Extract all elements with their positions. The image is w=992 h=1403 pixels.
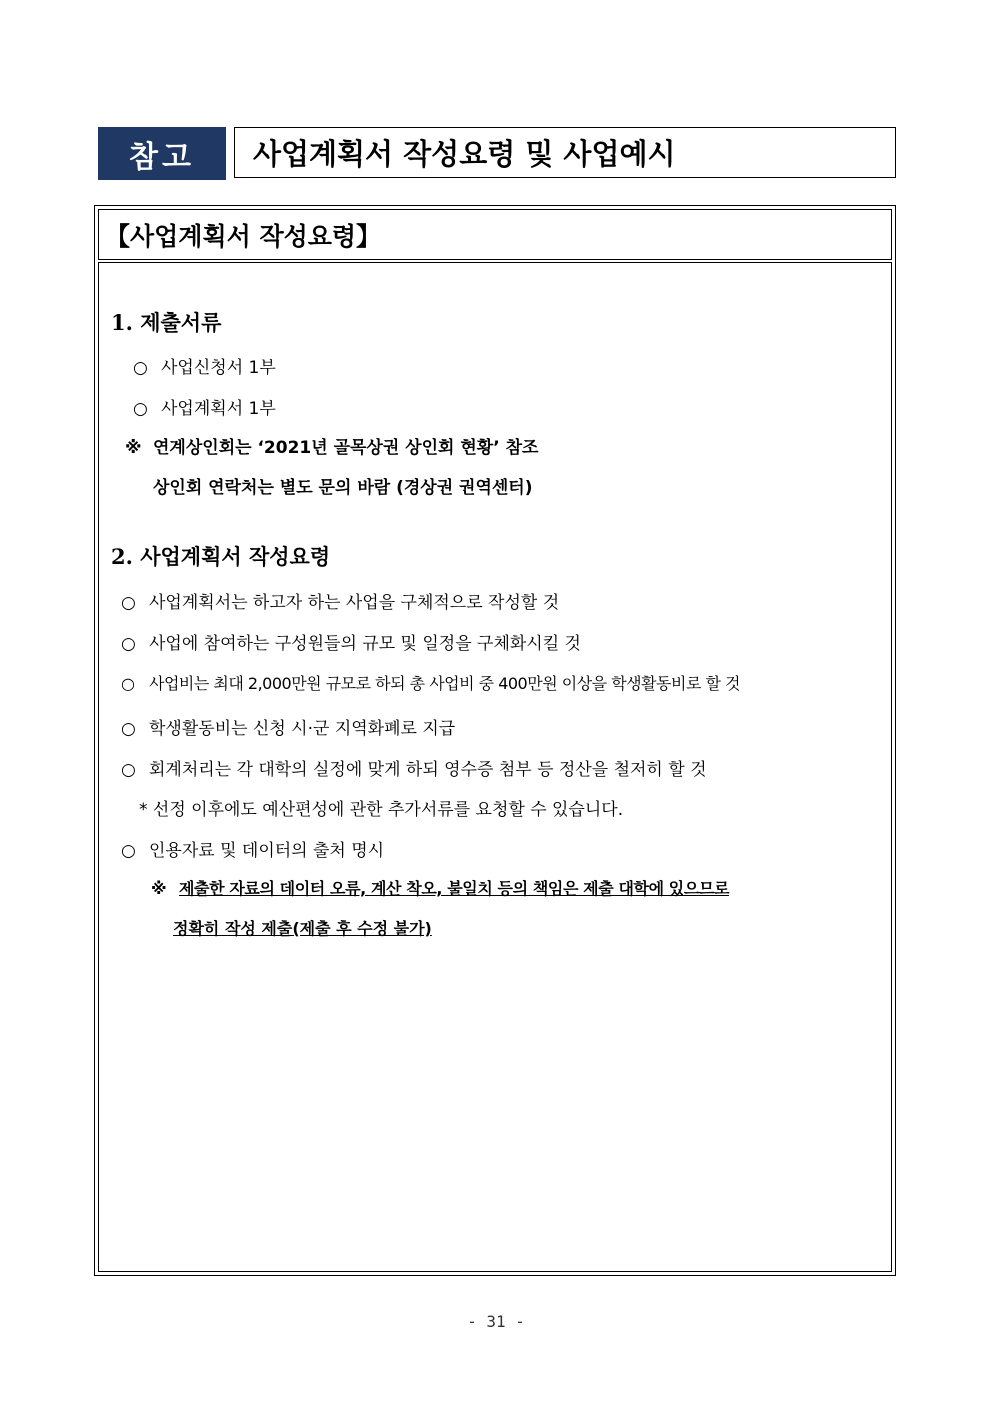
part1-item	[133, 353, 276, 378]
part2-item	[121, 629, 581, 654]
header-badge	[98, 127, 226, 180]
part2-warning-line2: 정확히 작성 제출(제출 후 수정 불가)	[173, 919, 432, 938]
circle-bullet-icon: ○	[133, 358, 148, 378]
reference-mark-icon: ※	[125, 438, 142, 458]
section-title: 【사업계획서 작성요령】	[105, 221, 382, 251]
part2-item-text: 인용자료 및 데이터의 출처 명시	[149, 841, 385, 861]
part2-subnote: * 선정 이후에도 예산편성에 관한 추가서류를 요청할 수 있습니다.	[139, 800, 624, 820]
section-title-box	[98, 209, 892, 260]
guide-body	[98, 262, 892, 1272]
part2-heading: 2. 사업계획서 작성요령	[111, 544, 331, 569]
part2-item-text: 사업에 참여하는 구성원들의 규모 및 일정을 구체화시킬 것	[149, 634, 581, 654]
circle-bullet-icon: ○	[121, 719, 136, 739]
part2-item	[121, 714, 455, 739]
reference-mark-icon: ※	[151, 879, 167, 898]
circle-bullet-icon: ○	[121, 634, 136, 654]
part2-item-text: 학생활동비는 신청 시·군 지역화폐로 지급	[149, 719, 456, 739]
part1-note-line2: 상인회 연락처는 별도 문의 바람 (경상권 권역센터)	[153, 478, 533, 498]
circle-bullet-icon: ○	[121, 841, 136, 861]
circle-bullet-icon: ○	[121, 760, 136, 780]
part2-item-text: 사업계획서는 하고자 하는 사업을 구체적으로 작성할 것	[149, 593, 560, 613]
part1-item-text: 사업신청서 1부	[161, 358, 276, 378]
part1-item	[133, 394, 276, 419]
part2-item	[121, 755, 707, 780]
part2-warning	[151, 876, 729, 899]
part2-item	[121, 671, 740, 694]
circle-bullet-icon: ○	[121, 593, 136, 613]
part2-warning-line1: 제출한 자료의 데이터 오류, 계산 착오, 불일치 등의 책임은 제출 대학에 있으므로	[179, 879, 730, 898]
page-number: - 31 -	[467, 1312, 525, 1331]
header-badge-text: 참고	[129, 139, 195, 175]
page-title: 사업계획서 작성요령 및 사업예시	[253, 137, 676, 171]
part1-item-text: 사업계획서 1부	[161, 399, 276, 419]
circle-bullet-icon: ○	[121, 674, 135, 693]
part2-item	[121, 836, 384, 861]
guide-frame	[94, 205, 896, 1276]
part1-heading: 1. 제출서류	[111, 310, 222, 335]
part1-note	[125, 433, 538, 458]
part2-item-text: 회계처리는 각 대학의 실정에 맞게 하되 영수증 첨부 등 정산을 철저히 할 것	[149, 760, 707, 780]
part2-item	[121, 588, 559, 613]
header-title-box	[234, 127, 896, 178]
part2-item-text: 사업비는 최대 2,000만원 규모로 하되 총 사업비 중 400만원 이상을 학생활동비로 할 것	[149, 674, 741, 693]
part1-note-line1: 연계상인회는 ‘2021년 골목상권 상인회 현황’ 참조	[153, 438, 539, 458]
circle-bullet-icon: ○	[133, 399, 148, 419]
